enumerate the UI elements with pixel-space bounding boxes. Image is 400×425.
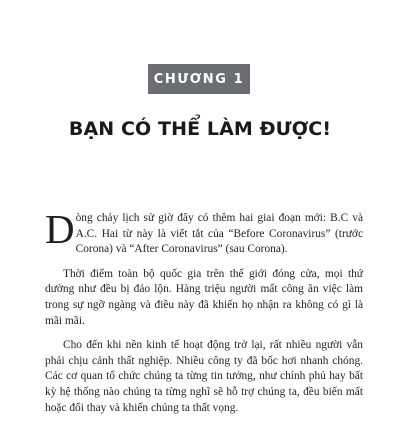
chapter-title: BẠN CÓ THỂ LÀM ĐƯỢC! bbox=[68, 118, 332, 140]
paragraph-3: Cho đến khi nền kinh tế hoạt động trở lại, rất nhiều người vẫn phải chịu cảnh thất nghiệp. Nhiều công ty đã bốc hơi nhanh chóng. Các cơ quan tổ chức chúng ta từng tin tưởng, như chính phủ hay bất kỳ hệ thống nào chúng ta từng nghĩ sẽ hỗ trợ chúng ta, đều biến mất hoặc đổi thay và khiến chúng ta thất vọng. bbox=[45, 339, 363, 414]
paragraph-1-text: òng chảy lịch sử giờ đây có thêm hai giai đoạn mới: B.C và A.C. Hai từ này là viết tắt của “Before Coronavirus” (trước Corona) và “After Coronavirus” (sau Corona). bbox=[75, 212, 363, 256]
chapter-label: CHƯƠNG 1 bbox=[148, 64, 250, 94]
paragraph-2: Thời điểm toàn bộ quốc gia trên thế giới đóng cửa, mọi thứ dường như đều bị đảo lộn. Hàng triệu người mất công ăn việc làm trong sự ngỡ ngàng và điều này đã khiến họ nhận ra không có gì là mãi mãi. bbox=[45, 267, 363, 327]
drop-cap: D bbox=[45, 206, 75, 252]
paragraph-1 bbox=[45, 206, 363, 258]
chapter-body bbox=[45, 206, 363, 425]
